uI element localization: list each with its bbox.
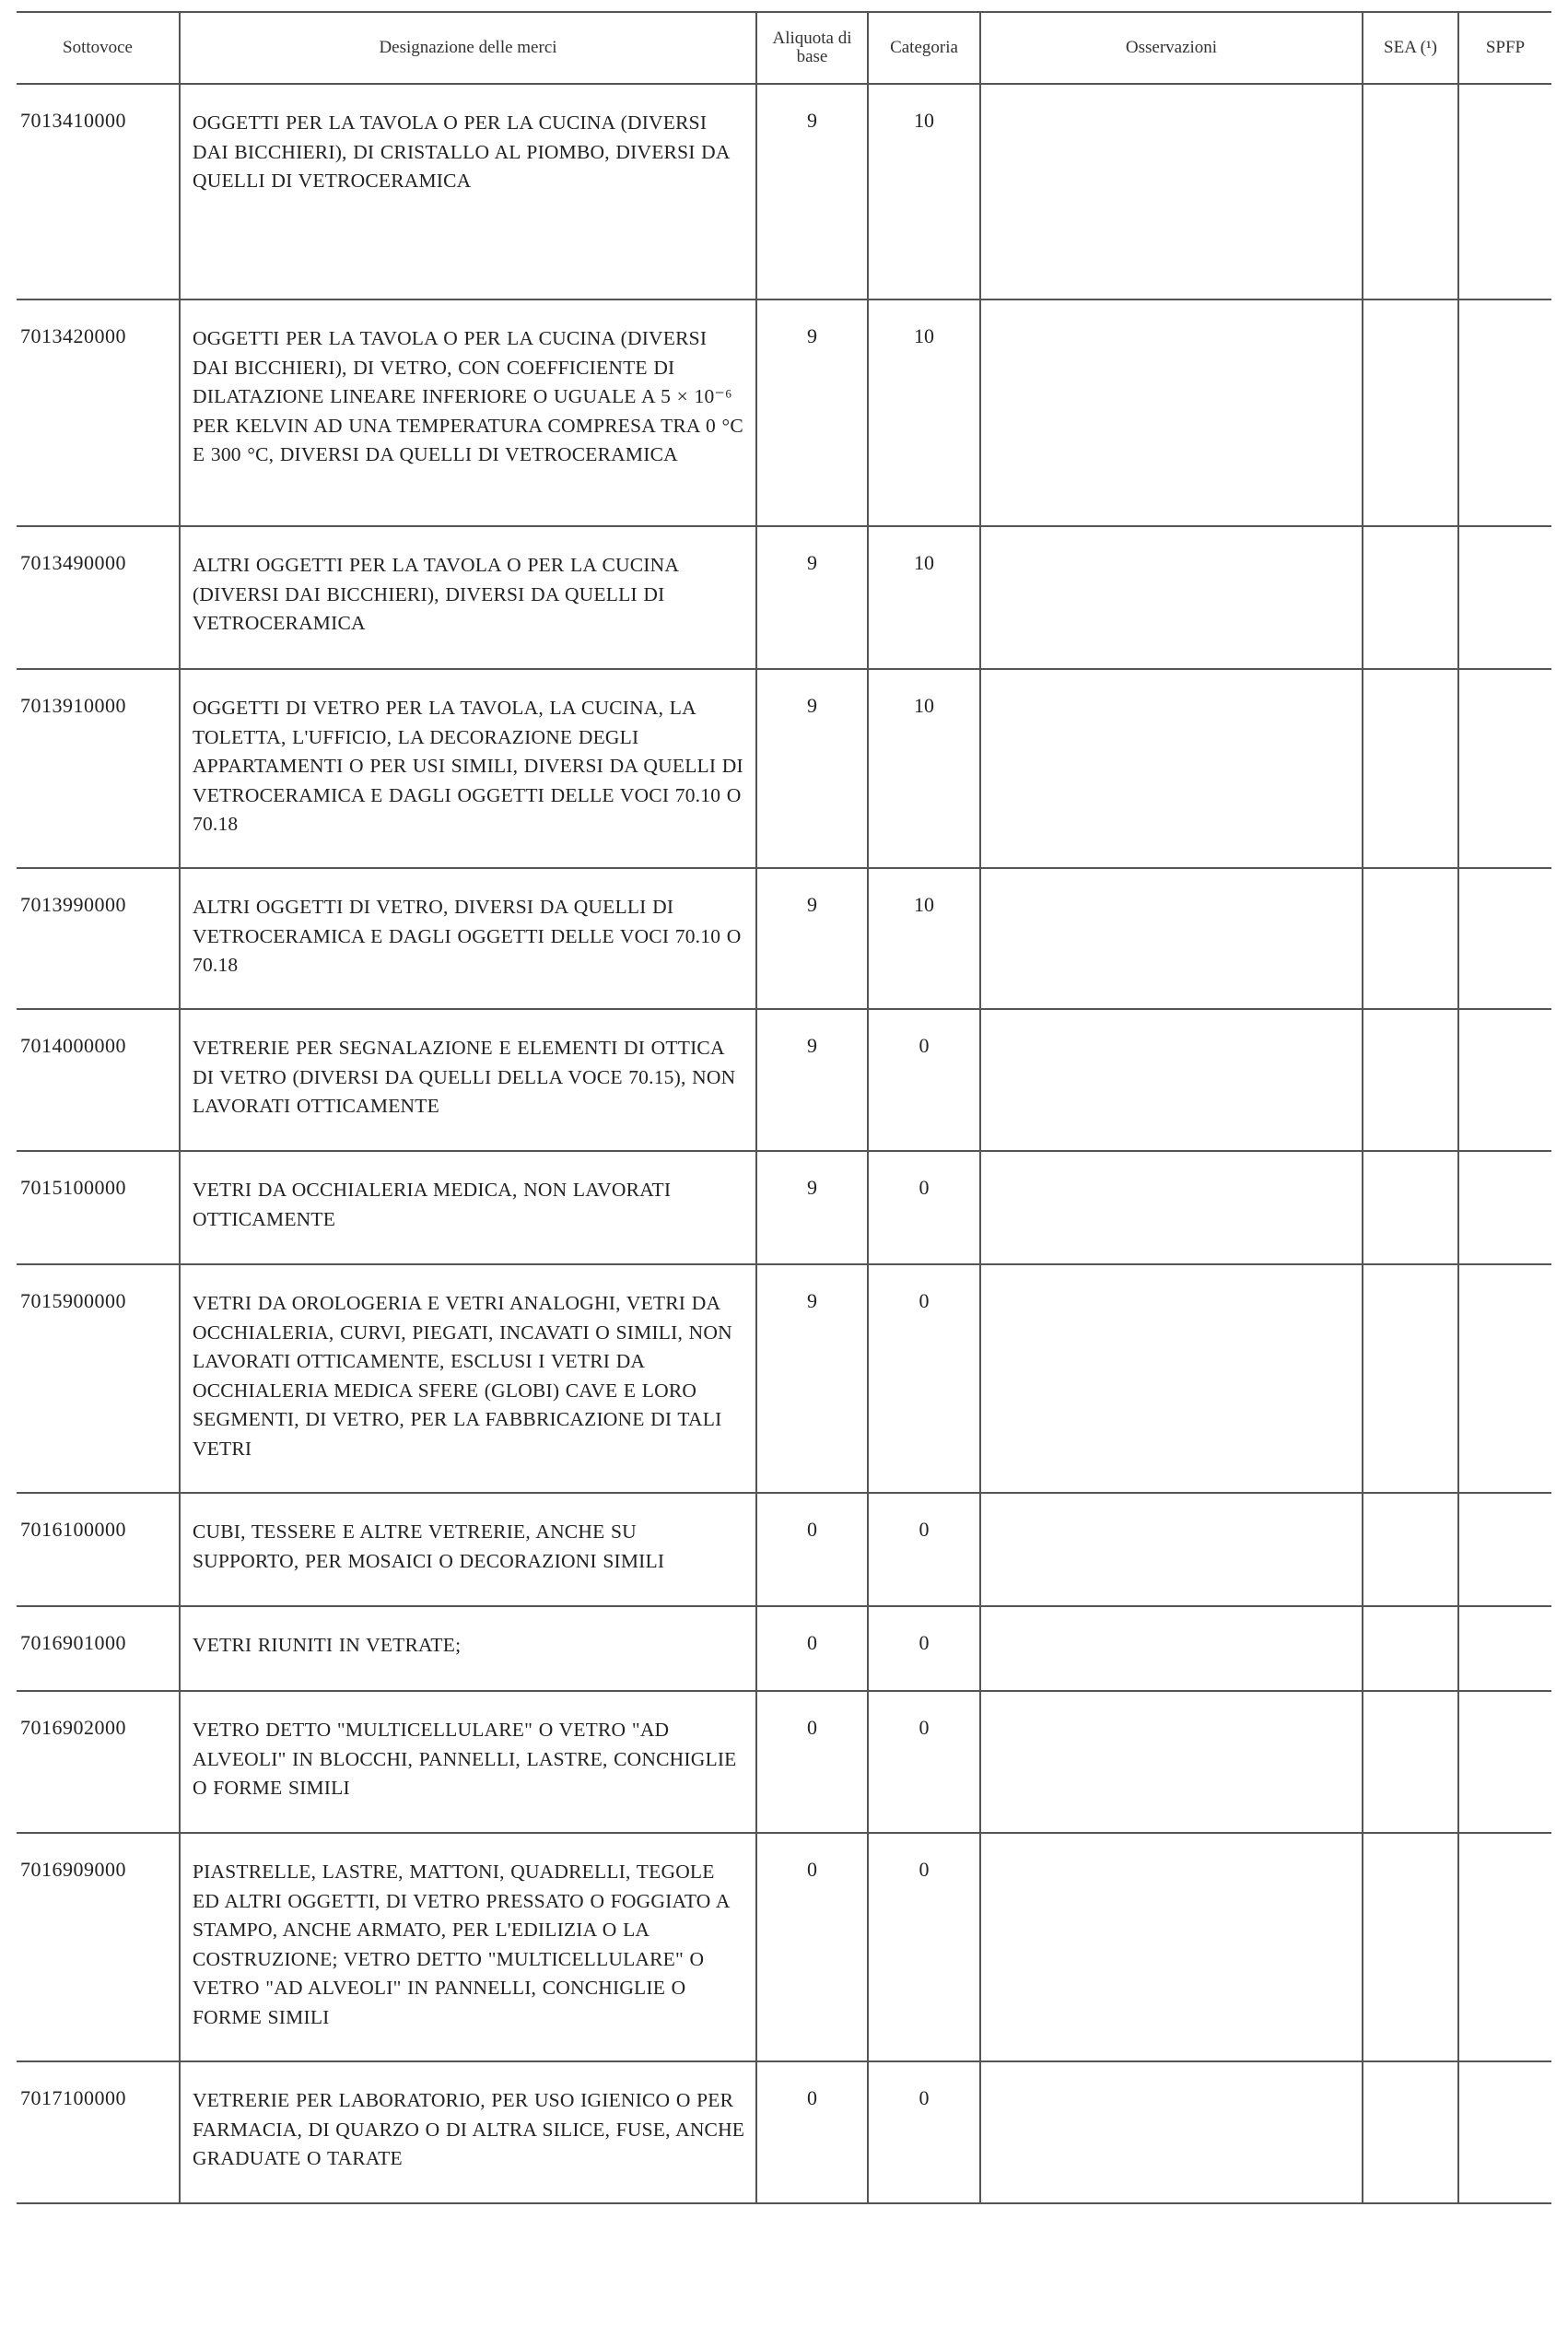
sea-cell: [1363, 299, 1458, 526]
spfp-cell: [1458, 1833, 1551, 2061]
sea-cell: [1363, 1833, 1458, 2061]
spfp-cell: [1458, 1606, 1551, 1691]
header-base-rate: Aliquota di base: [756, 12, 868, 84]
sea-cell: [1363, 2061, 1458, 2203]
code-cell: 7014000000: [17, 1009, 180, 1151]
observations-cell: [980, 1264, 1363, 1493]
sea-cell: [1363, 84, 1458, 299]
header-observations: Osservazioni: [980, 12, 1363, 84]
table-header: [17, 12, 1551, 84]
category-cell: 10: [868, 868, 980, 1009]
table-row: [17, 84, 1551, 299]
table-row: [17, 1264, 1551, 1493]
spfp-cell: [1458, 669, 1551, 868]
code-cell: 7016902000: [17, 1691, 180, 1833]
sea-cell: [1363, 1151, 1458, 1264]
observations-cell: [980, 1691, 1363, 1833]
spfp-cell: [1458, 526, 1551, 669]
table-row: [17, 526, 1551, 669]
description-cell: OGGETTI DI VETRO PER LA TAVOLA, LA CUCINA, LA TOLETTA, L'UFFICIO, LA DECORAZIONE DEGLI APPARTAMENTI O PER USI SIMILI, DIVERSI DA QUELLI DI VETROCERAMICA E DAGLI OGGETTI DELLE VOCI 70.10 O 70.18: [180, 669, 756, 868]
observations-cell: [980, 1009, 1363, 1151]
description-cell: VETRO DETTO "MULTICELLULARE" O VETRO "AD ALVEOLI" IN BLOCCHI, PANNELLI, LASTRE, CONCHIGLIE O FORME SIMILI: [180, 1691, 756, 1833]
header-row: [17, 12, 1551, 84]
header-description: Designazione delle merci: [180, 12, 756, 84]
code-cell: 7016901000: [17, 1606, 180, 1691]
code-cell: 7016909000: [17, 1833, 180, 2061]
table-row: [17, 1691, 1551, 1833]
code-cell: 7013910000: [17, 669, 180, 868]
header-code: Sottovoce: [17, 12, 180, 84]
category-cell: 10: [868, 669, 980, 868]
table-row: [17, 2061, 1551, 2203]
category-cell: 0: [868, 1264, 980, 1493]
base-rate-cell: 0: [756, 1833, 868, 2061]
table-row: [17, 299, 1551, 526]
observations-cell: [980, 2061, 1363, 2203]
category-cell: 0: [868, 1606, 980, 1691]
header-sea: SEA (¹): [1363, 12, 1458, 84]
table-row: [17, 1606, 1551, 1691]
description-cell: OGGETTI PER LA TAVOLA O PER LA CUCINA (DIVERSI DAI BICCHIERI), DI CRISTALLO AL PIOMBO, DIVERSI DA QUELLI DI VETROCERAMICA: [180, 84, 756, 299]
description-cell: ALTRI OGGETTI DI VETRO, DIVERSI DA QUELLI DI VETROCERAMICA E DAGLI OGGETTI DELLE VOCI 70.10 O 70.18: [180, 868, 756, 1009]
category-cell: 0: [868, 1691, 980, 1833]
base-rate-cell: 9: [756, 1009, 868, 1151]
observations-cell: [980, 1833, 1363, 2061]
header-category: Categoria: [868, 12, 980, 84]
sea-cell: [1363, 1493, 1458, 1606]
category-cell: 0: [868, 1151, 980, 1264]
description-cell: ALTRI OGGETTI PER LA TAVOLA O PER LA CUCINA (DIVERSI DAI BICCHIERI), DIVERSI DA QUELLI DI VETROCERAMICA: [180, 526, 756, 669]
sea-cell: [1363, 1691, 1458, 1833]
table-row: [17, 669, 1551, 868]
description-cell: CUBI, TESSERE E ALTRE VETRERIE, ANCHE SU SUPPORTO, PER MOSAICI O DECORAZIONI SIMILI: [180, 1493, 756, 1606]
table-row: [17, 1493, 1551, 1606]
category-cell: 0: [868, 1493, 980, 1606]
base-rate-cell: 9: [756, 526, 868, 669]
observations-cell: [980, 299, 1363, 526]
sea-cell: [1363, 1606, 1458, 1691]
base-rate-cell: 9: [756, 84, 868, 299]
description-cell: VETRERIE PER LABORATORIO, PER USO IGIENICO O PER FARMACIA, DI QUARZO O DI ALTRA SILICE, FUSE, ANCHE GRADUATE O TARATE: [180, 2061, 756, 2203]
spfp-cell: [1458, 868, 1551, 1009]
sea-cell: [1363, 669, 1458, 868]
category-cell: 10: [868, 84, 980, 299]
description-cell: OGGETTI PER LA TAVOLA O PER LA CUCINA (DIVERSI DAI BICCHIERI), DI VETRO, CON COEFFICIENTE DI DILATAZIONE LINEARE INFERIORE O UGUALE A 5 × 10⁻⁶ PER KELVIN AD UNA TEMPERATURA COMPRESA TRA 0 °C E 300 °C, DIVERSI DA QUELLI DI VETROCERAMICA: [180, 299, 756, 526]
table-row: [17, 1151, 1551, 1264]
observations-cell: [980, 526, 1363, 669]
code-cell: 7013990000: [17, 868, 180, 1009]
sea-cell: [1363, 1264, 1458, 1493]
code-cell: 7015100000: [17, 1151, 180, 1264]
base-rate-cell: 0: [756, 2061, 868, 2203]
description-cell: PIASTRELLE, LASTRE, MATTONI, QUADRELLI, TEGOLE ED ALTRI OGGETTI, DI VETRO PRESSATO O FOGGIATO A STAMPO, ANCHE ARMATO, PER L'EDILIZIA O LA COSTRUZIONE; VETRO DETTO "MULTICELLULARE" O VETRO "AD ALVEOLI" IN PANNELLI, CONCHIGLIE O FORME SIMILI: [180, 1833, 756, 2061]
table-row: [17, 868, 1551, 1009]
category-cell: 10: [868, 526, 980, 669]
header-spfp: SPFP: [1458, 12, 1551, 84]
observations-cell: [980, 868, 1363, 1009]
category-cell: 10: [868, 299, 980, 526]
table-row: [17, 1833, 1551, 2061]
sea-cell: [1363, 868, 1458, 1009]
observations-cell: [980, 1606, 1363, 1691]
code-cell: 7016100000: [17, 1493, 180, 1606]
code-cell: 7013420000: [17, 299, 180, 526]
base-rate-cell: 9: [756, 669, 868, 868]
base-rate-cell: 0: [756, 1606, 868, 1691]
base-rate-cell: 9: [756, 1151, 868, 1264]
description-cell: VETRERIE PER SEGNALAZIONE E ELEMENTI DI OTTICA DI VETRO (DIVERSI DA QUELLI DELLA VOCE 70.15), NON LAVORATI OTTICAMENTE: [180, 1009, 756, 1151]
code-cell: 7017100000: [17, 2061, 180, 2203]
description-cell: VETRI RIUNITI IN VETRATE;: [180, 1606, 756, 1691]
tariff-table: [17, 11, 1551, 2204]
table-row: [17, 1009, 1551, 1151]
spfp-cell: [1458, 84, 1551, 299]
code-cell: 7015900000: [17, 1264, 180, 1493]
observations-cell: [980, 669, 1363, 868]
category-cell: 0: [868, 1833, 980, 2061]
description-cell: VETRI DA OROLOGERIA E VETRI ANALOGHI, VETRI DA OCCHIALERIA, CURVI, PIEGATI, INCAVATI O SIMILI, NON LAVORATI OTTICAMENTE, ESCLUSI I VETRI DA OCCHIALERIA MEDICA SFERE (GLOBI) CAVE E LORO SEGMENTI, DI VETRO, PER LA FABBRICAZIONE DI TALI VETRI: [180, 1264, 756, 1493]
observations-cell: [980, 1151, 1363, 1264]
sea-cell: [1363, 1009, 1458, 1151]
spfp-cell: [1458, 2061, 1551, 2203]
base-rate-cell: 9: [756, 868, 868, 1009]
base-rate-cell: 0: [756, 1691, 868, 1833]
base-rate-cell: 9: [756, 299, 868, 526]
spfp-cell: [1458, 1009, 1551, 1151]
sea-cell: [1363, 526, 1458, 669]
spfp-cell: [1458, 299, 1551, 526]
code-cell: 7013490000: [17, 526, 180, 669]
category-cell: 0: [868, 1009, 980, 1151]
base-rate-cell: 9: [756, 1264, 868, 1493]
spfp-cell: [1458, 1151, 1551, 1264]
observations-cell: [980, 1493, 1363, 1606]
spfp-cell: [1458, 1493, 1551, 1606]
code-cell: 7013410000: [17, 84, 180, 299]
spfp-cell: [1458, 1264, 1551, 1493]
base-rate-cell: 0: [756, 1493, 868, 1606]
table-body: [17, 84, 1551, 2203]
category-cell: 0: [868, 2061, 980, 2203]
description-cell: VETRI DA OCCHIALERIA MEDICA, NON LAVORATI OTTICAMENTE: [180, 1151, 756, 1264]
observations-cell: [980, 84, 1363, 299]
spfp-cell: [1458, 1691, 1551, 1833]
